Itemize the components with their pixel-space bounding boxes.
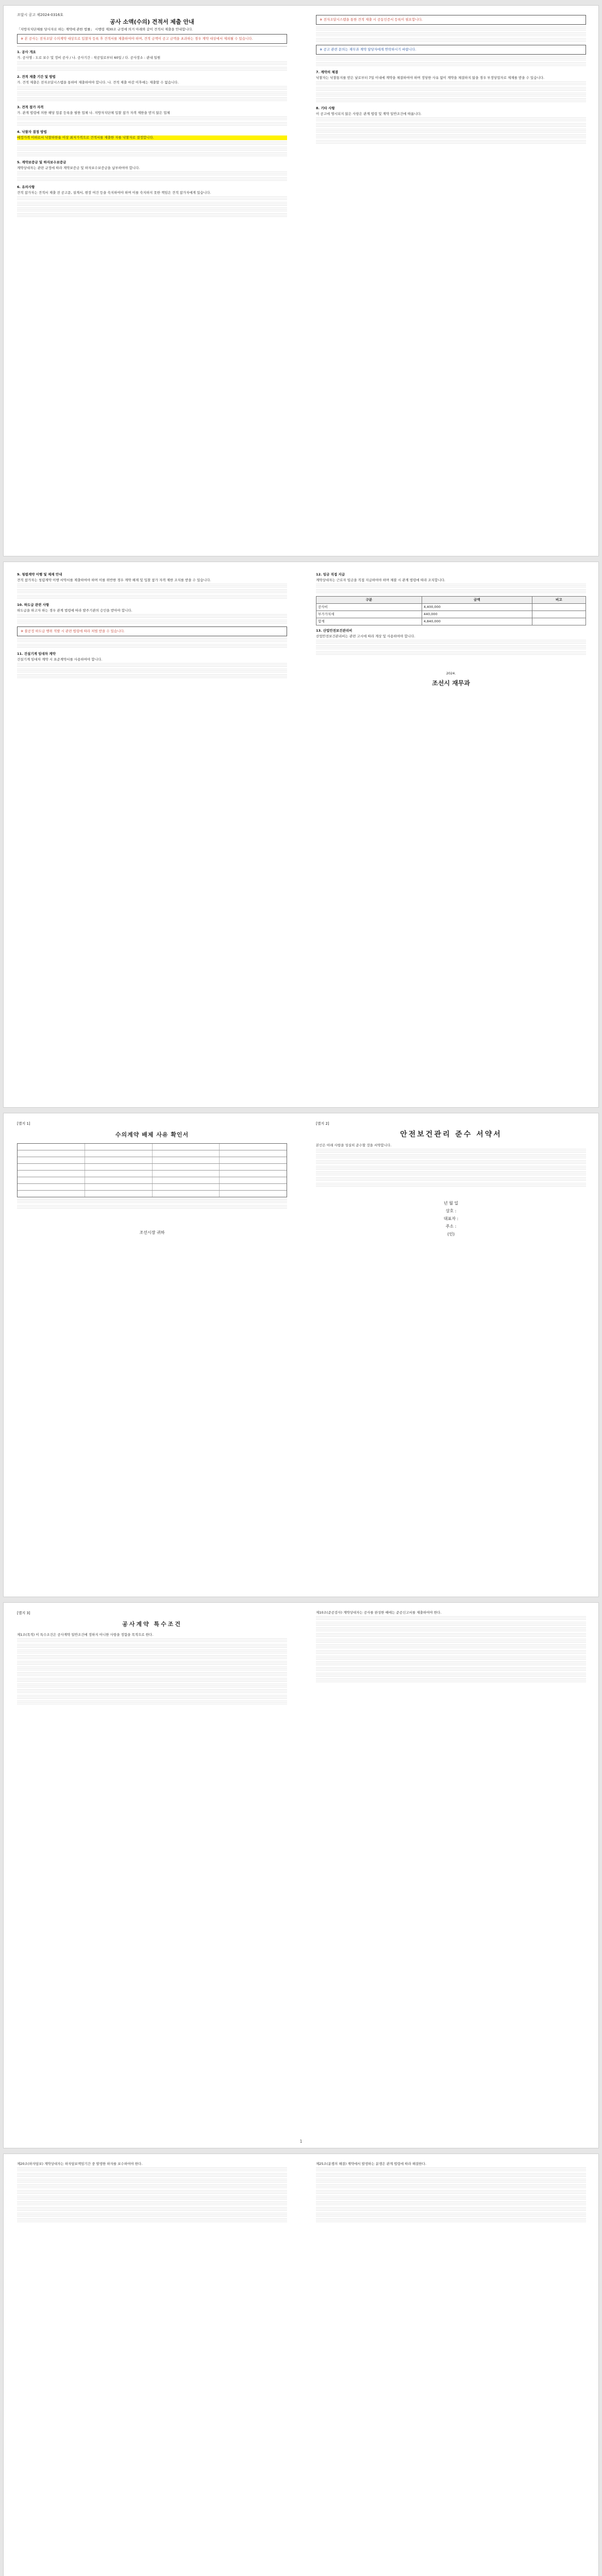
- section-text: 견적 참가자는 청렴계약 이행 서약서를 제출하여야 하며 이를 위반한 경우 계약 해제 및 입찰 참가 자격 제한 조치를 받을 수 있습니다.: [17, 578, 211, 582]
- section-text: 견적 참가자는 견적서 제출 전 공고문, 설계서, 현장 여건 등을 숙지하여야 하며 이를 숙지하지 못한 책임은 견적 참가자에게 있습니다.: [17, 191, 211, 195]
- section-title: 3. 견적 참가 자격: [17, 105, 44, 109]
- table-header: 비고: [532, 597, 586, 604]
- document-spread-5: [3, 2154, 599, 2576]
- page-number: 1: [299, 2139, 303, 2144]
- section-title: 1. 공사 개요: [17, 50, 36, 54]
- page-conditions-3: [8, 2154, 296, 2576]
- section-title: 7. 계약의 체결: [316, 70, 338, 74]
- notice-subtitle: 「지방자치단체를 당사자로 하는 계약에 관한 법률」 시행령 제30조 규정에 의거 아래와 같이 견적서 제출을 안내합니다.: [17, 27, 193, 31]
- section-title: 12. 임금 직접 지급: [316, 572, 345, 577]
- page-notice-left: [8, 6, 296, 556]
- document-spread-1: [3, 5, 599, 556]
- table-header: 구분: [316, 597, 422, 604]
- notice-section: [316, 106, 586, 116]
- page-conditions-1: [8, 1603, 296, 2148]
- page-form-2: [307, 1113, 595, 1597]
- table-row: [316, 618, 586, 625]
- notice-section: [17, 130, 287, 140]
- article-text: 제1조(목적) 이 특수조건은 공사계약 일반조건에 정하지 아니한 사항을 정함을 목적으로 한다.: [17, 1633, 154, 1637]
- section-title: 4. 낙찰자 결정 방법: [17, 130, 47, 134]
- notice-section: [316, 629, 586, 639]
- cost-table: [316, 596, 586, 625]
- section-text: 가. 견적 제출은 전자조달시스템을 통하여 제출하여야 합니다. 나. 견적 제출 마감 이후에는 제출할 수 없습니다.: [17, 80, 179, 84]
- section-title: 13. 산업안전보건관리비: [316, 629, 353, 633]
- form-intro: 본인은 아래 사항을 성실히 준수할 것을 서약합니다.: [316, 1143, 392, 1147]
- page-notice-right-2: [307, 562, 595, 1107]
- table-cell: [532, 618, 586, 625]
- issuer-name: 조선시 재무과: [432, 680, 470, 687]
- table-cell: 공사비: [316, 604, 422, 611]
- notice-section: [316, 572, 586, 583]
- signature-block: [316, 1201, 586, 1236]
- section-text: 예정가격 이하로서 낙찰하한율 이상 최저가격으로 견적서를 제출한 자를 낙찰자로 결정합니다.: [17, 135, 287, 140]
- section-title: 8. 기타 사항: [316, 106, 335, 110]
- notice-section: [17, 50, 287, 60]
- section-text: 이 공고에 명시되지 않은 사항은 관계 법령 및 계약 일반조건에 따릅니다.: [316, 112, 422, 116]
- company-label: 상호 :: [445, 1209, 457, 1213]
- document-spread-3: [3, 1113, 599, 1597]
- table-header: 금액: [422, 597, 532, 604]
- form-title: 안전보건관리 준수 서약서: [400, 1130, 502, 1139]
- section-text: 계약상대자는 근로자 임금을 직접 지급하여야 하며 체불 시 관계 법령에 따라 조치합니다.: [316, 578, 445, 582]
- page-notice-right: [307, 6, 595, 556]
- article-text: 제20조(하자담보) 계약상대자는 하자담보책임기간 중 발생한 하자를 보수하여야 한다.: [17, 2162, 143, 2166]
- section-text: 건설기계 임대차 계약 시 표준계약서를 사용하여야 합니다.: [17, 657, 103, 662]
- form-number: [별지 2]: [316, 1122, 329, 1126]
- page-notice-left-2: [8, 562, 296, 1107]
- representative-label: 대표자 :: [443, 1216, 459, 1221]
- form-grid: [17, 1143, 287, 1197]
- section-title: 6. 유의사항: [17, 185, 35, 189]
- table-row: [316, 604, 586, 611]
- section-title: 2. 견적 제출 기간 및 방법: [17, 75, 56, 79]
- notice-number: 조달시 공고 제2024-0316호: [17, 13, 63, 17]
- section-text: 가. 관계 법령에 의한 해당 업종 등록을 필한 업체 나. 지방자치단체 입찰 참가 자격 제한을 받지 않은 업체: [17, 111, 170, 115]
- table-cell: 440,000: [422, 611, 532, 618]
- page-form-1: [8, 1113, 296, 1597]
- section-text: 가. 공사명 : 도로 보수 및 정비 공사 / 나. 공사기간 : 착공일로부터 60일 / 다. 공사장소 : 관내 일원: [17, 56, 161, 60]
- date-field: 년 월 일: [443, 1201, 459, 1206]
- page-conditions-4: [307, 2154, 595, 2576]
- notice-section: [17, 185, 287, 195]
- table-cell: 합계: [316, 618, 422, 625]
- notice-date: 2024.: [446, 671, 456, 675]
- warning-box: ※ 불공정 하도급 행위 적발 시 관련 법령에 따라 처벌 받을 수 있습니다.: [17, 626, 287, 636]
- section-title: 10. 하도급 관련 사항: [17, 603, 49, 607]
- notice-section: [17, 652, 287, 662]
- notice-section: [17, 105, 287, 115]
- table-cell: [532, 611, 586, 618]
- form-number: [별지 1]: [17, 1122, 30, 1126]
- form-title: 수의계약 배제 사유 확인서: [115, 1131, 189, 1138]
- form-title: 공사계약 특수조건: [122, 1621, 182, 1628]
- article-text: 제25조(분쟁의 해결) 계약에서 발생하는 분쟁은 관계 법령에 따라 해결한다.: [316, 2162, 427, 2166]
- document-spread-4: [3, 1602, 599, 2148]
- section-text: 산업안전보건관리비는 관련 고시에 따라 계상 및 사용하여야 합니다.: [316, 634, 415, 638]
- section-text: 하도급을 하고자 하는 경우 관계 법령에 따라 발주기관의 승인을 받아야 합니다.: [17, 608, 132, 613]
- address-label: 주소 :: [445, 1224, 457, 1229]
- notice-section: [17, 160, 287, 171]
- warning-box: ※ 본 공사는 전자조달 수의계약 대상으로 입찰자 등록 후 견적서를 제출하여야 하며, 견적 금액이 공고 금액을 초과하는 경우 계약 대상에서 제외될 수 있습니다.: [17, 34, 287, 44]
- notice-section: [17, 572, 287, 583]
- warning-box: ※ 전자조달시스템을 통한 견적 제출 시 공동인증서 등록이 필요합니다.: [316, 15, 586, 25]
- form-recipient: 조선시장 귀하: [139, 1230, 165, 1235]
- table-cell: [532, 604, 586, 611]
- notice-section: [17, 75, 287, 85]
- section-title: 5. 계약보증금 및 하자보수보증금: [17, 160, 66, 164]
- page-conditions-2: [307, 1603, 595, 2148]
- section-text: 낙찰자는 낙찰통지를 받은 날로부터 7일 이내에 계약을 체결하여야 하며 정당한 사유 없이 계약을 체결하지 않을 경우 부정당업자로 제재를 받을 수 있습니다.: [316, 76, 545, 80]
- seal-mark: (인): [447, 1232, 455, 1236]
- table-cell: 4,840,000: [422, 618, 532, 625]
- article-text: 제10조(준공검사) 계약상대자는 공사를 완성한 때에는 준공신고서를 제출하여야 한다.: [316, 1611, 442, 1615]
- notice-section: [316, 70, 586, 80]
- info-box: ※ 공고 관련 문의는 재무과 계약 담당자에게 연락하시기 바랍니다.: [316, 45, 586, 55]
- table-cell: 4,400,000: [422, 604, 532, 611]
- notice-section: [17, 603, 287, 613]
- table-cell: 부가가치세: [316, 611, 422, 618]
- section-title: 9. 청렴계약 이행 및 제재 안내: [17, 572, 62, 577]
- notice-title: 공사 소액(수의) 견적서 제출 안내: [110, 19, 194, 25]
- document-spread-2: [3, 562, 599, 1108]
- table-row: [316, 611, 586, 618]
- section-text: 계약상대자는 관련 규정에 따라 계약보증금 및 하자보수보증금을 납부하여야 합니다.: [17, 166, 140, 170]
- section-title: 11. 건설기계 임대차 계약: [17, 652, 56, 656]
- form-number: [별지 3]: [17, 1611, 30, 1615]
